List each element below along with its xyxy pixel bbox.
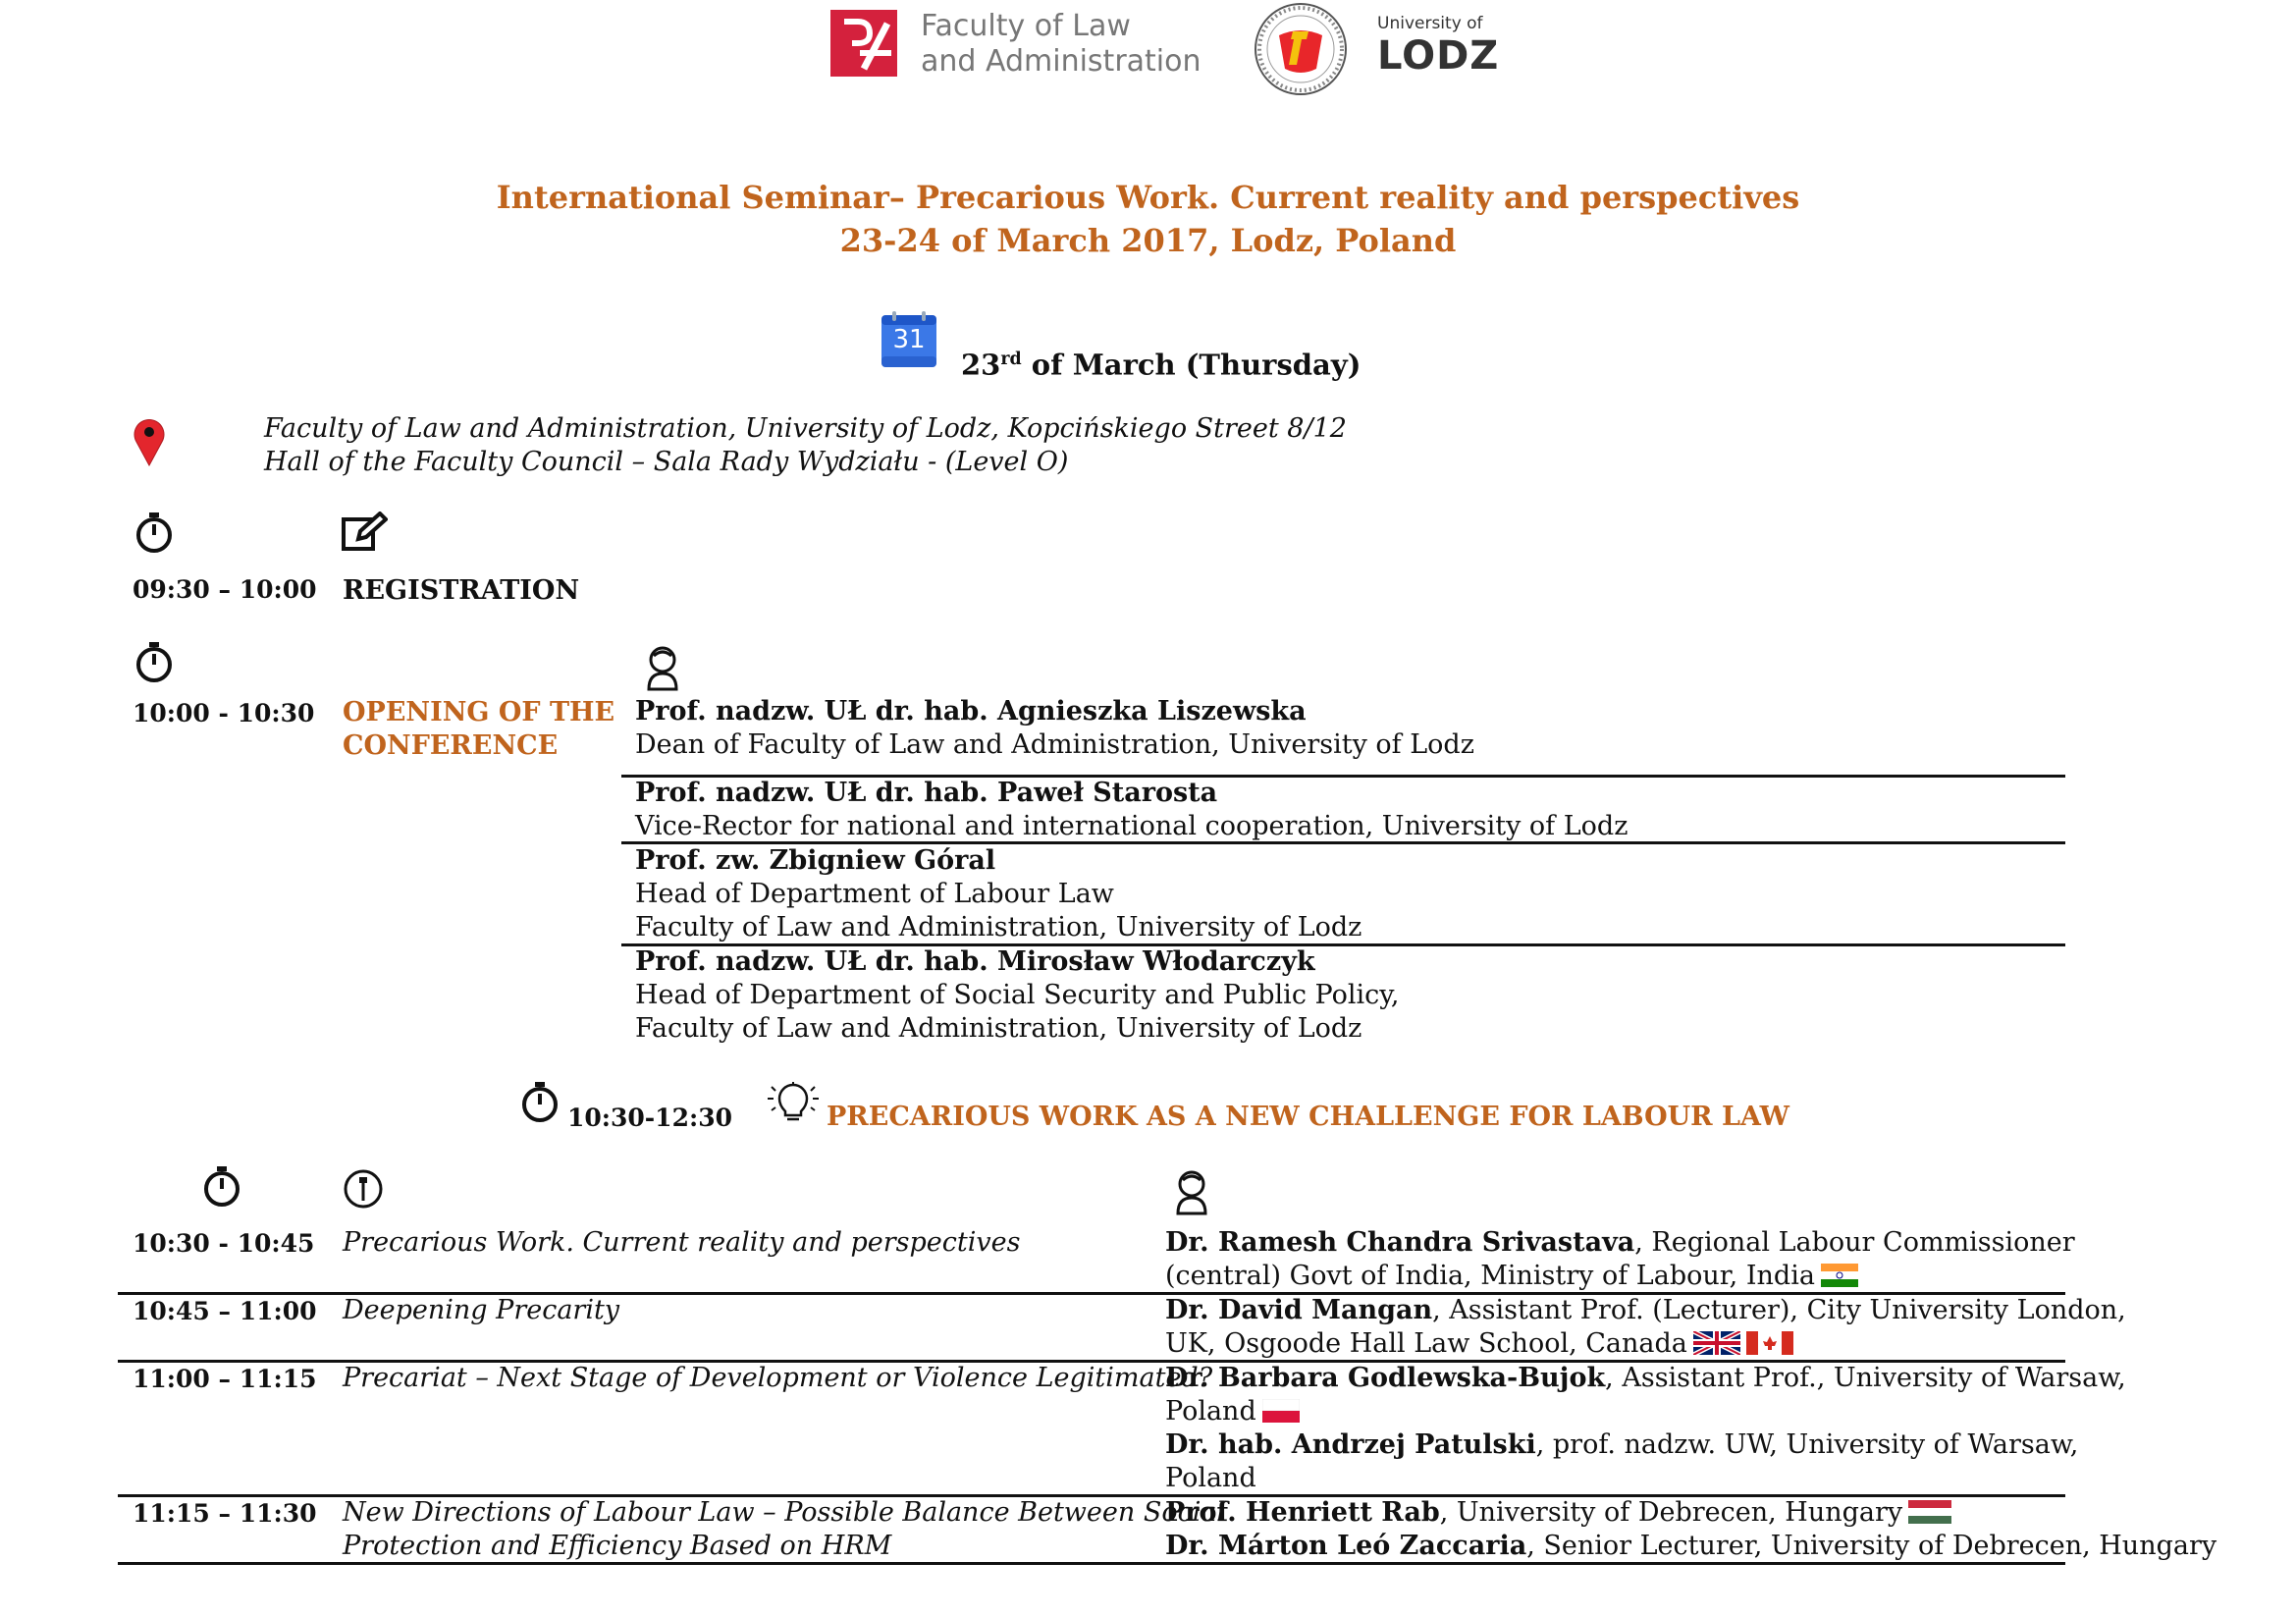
- talk-speaker: [1165, 1226, 2075, 1261]
- stopwatch-icon: [520, 1080, 560, 1123]
- speaker-affiliation: , Assistant Prof. (Lecturer), City University London,: [1432, 1295, 2126, 1325]
- opening-time: 10:00 - 10:30: [133, 699, 315, 727]
- india-flag-icon: [1821, 1264, 1858, 1287]
- talk-topic: Protection and Efficiency Based on HRM: [343, 1531, 892, 1561]
- speaker-person-icon: [646, 646, 679, 691]
- session-title: PRECARIOUS WORK AS A NEW CHALLENGE FOR LABOUR LAW: [827, 1102, 1789, 1132]
- speaker-name: Dr. hab. Andrzej Patulski: [1165, 1429, 1536, 1460]
- speaker-name: Dr. Márton Leó Zaccaria: [1165, 1531, 1527, 1561]
- talk-time: 11:15 – 11:30: [133, 1499, 317, 1528]
- speaker-name: Dr. Barbara Godlewska-Bujok: [1165, 1363, 1606, 1393]
- microphone-icon: [343, 1168, 384, 1210]
- opening-speaker-name: Prof. zw. Zbigniew Góral: [635, 845, 996, 876]
- canada-flag-icon: [1746, 1331, 1793, 1355]
- talk-speaker: [1165, 1294, 2126, 1328]
- talk-speaker: [1165, 1496, 1951, 1531]
- opening-label-line1: OPENING OF THE: [343, 697, 615, 727]
- talk-speaker-line2: [1165, 1395, 1300, 1429]
- talk-speaker: [1165, 1362, 2126, 1396]
- talk-speaker: [1165, 1428, 2078, 1463]
- opening-speaker-role: Faculty of Law and Administration, University of Lodz: [635, 1013, 1362, 1044]
- faculty-line2: and Administration: [921, 44, 1201, 79]
- faculty-line1: Faculty of Law: [921, 9, 1131, 43]
- university-small-text: University of: [1377, 14, 1483, 33]
- opening-speaker-name: Prof. nadzw. UŁ dr. hab. Paweł Starosta: [635, 778, 1218, 808]
- uk-flag-icon: [1693, 1331, 1740, 1355]
- speaker-name: Prof. Henriett Rab: [1165, 1497, 1440, 1528]
- registration-label: REGISTRATION: [343, 575, 580, 606]
- speaker-affiliation: , Assistant Prof., University of Warsaw,: [1605, 1363, 2126, 1393]
- opening-speaker-name: Prof. nadzw. UŁ dr. hab. Mirosław Włodarczyk: [635, 946, 1315, 977]
- speaker-person-icon: [1175, 1170, 1208, 1215]
- talk-topic: Precariat – Next Stage of Development or Violence Legitimated?: [343, 1363, 1213, 1393]
- opening-speaker-role: Vice-Rector for national and international cooperation, University of Lodz: [635, 811, 1629, 841]
- seminar-title: International Seminar– Precarious Work. Current reality and perspectives: [496, 179, 1800, 216]
- opening-speaker-role: Head of Department of Social Security and Public Policy,: [635, 980, 1400, 1010]
- talk-time: 11:00 – 11:15: [133, 1365, 317, 1393]
- speaker-affiliation: , University of Debrecen, Hungary: [1439, 1497, 1903, 1528]
- opening-speaker-role: Faculty of Law and Administration, University of Lodz: [635, 912, 1362, 943]
- opening-speaker-role: Head of Department of Labour Law: [635, 879, 1114, 909]
- speaker-name: Dr. Ramesh Chandra Srivastava: [1165, 1227, 1635, 1258]
- hungary-flag-icon: [1908, 1500, 1951, 1524]
- opening-label-line2: CONFERENCE: [343, 730, 559, 761]
- edit-form-icon: [341, 512, 388, 553]
- poland-flag-icon: [1262, 1399, 1300, 1423]
- speaker-affiliation: , Regional Labour Commissioner: [1634, 1227, 2075, 1258]
- faculty-logo-icon: [830, 10, 897, 77]
- stopwatch-icon: [202, 1164, 241, 1208]
- talk-speaker-line2: Poland: [1165, 1463, 1256, 1493]
- opening-speaker-role: Dean of Faculty of Law and Administration, University of Lodz: [635, 729, 1474, 760]
- seminar-date: 23-24 of March 2017, Lodz, Poland: [839, 222, 1457, 259]
- day-heading: [961, 343, 1361, 382]
- speaker-affiliation: , Senior Lecturer, University of Debrecen, Hungary: [1526, 1531, 2217, 1561]
- divider: [118, 1562, 2065, 1565]
- talk-speaker-line2: [1165, 1260, 1858, 1294]
- opening-speaker-name: Prof. nadzw. UŁ dr. hab. Agnieszka Liszewska: [635, 696, 1307, 727]
- university-big-text: LODZ: [1377, 33, 1500, 79]
- university-seal-icon: [1252, 0, 1350, 98]
- registration-time: 09:30 – 10:00: [133, 575, 317, 604]
- day-rest: of March (Thursday): [1021, 348, 1362, 382]
- calendar-number: 31: [892, 325, 926, 354]
- day-number: 23: [961, 348, 1001, 382]
- location-line1: Faculty of Law and Administration, University of Lodz, Kopcińskiego Street 8/12: [264, 413, 1347, 444]
- stopwatch-icon: [134, 640, 174, 683]
- stopwatch-icon: [134, 511, 174, 554]
- talk-topic: Deepening Precarity: [343, 1295, 620, 1325]
- lightbulb-icon: [766, 1082, 821, 1125]
- university-logo-text: [1377, 14, 1499, 79]
- speaker-affiliation: , prof. nadzw. UW, University of Warsaw,: [1535, 1429, 2079, 1460]
- faculty-logo-text: [921, 9, 1201, 80]
- session-time: 10:30-12:30: [567, 1104, 732, 1132]
- talk-topic: New Directions of Labour Law – Possible Balance Between Social: [343, 1497, 1226, 1528]
- location-line2: Hall of the Faculty Council – Sala Rady Wydziału - (Level O): [264, 447, 1069, 477]
- talk-time: 10:45 – 11:00: [133, 1297, 317, 1325]
- speaker-affiliation: (central) Govt of India, Ministry of Labour, India: [1165, 1261, 1815, 1291]
- speaker-affiliation: Poland: [1165, 1396, 1256, 1427]
- speaker-affiliation: UK, Osgoode Hall Law School, Canada: [1165, 1328, 1687, 1359]
- speaker-name: Dr. David Mangan: [1165, 1295, 1433, 1325]
- location-pin-icon: [133, 415, 166, 466]
- talk-speaker-line2: [1165, 1327, 1793, 1362]
- talk-speaker: [1165, 1530, 2216, 1564]
- talk-time: 10:30 - 10:45: [133, 1229, 315, 1258]
- talk-topic: Precarious Work. Current reality and perspectives: [343, 1227, 1021, 1258]
- day-suffix: rd: [1000, 350, 1022, 369]
